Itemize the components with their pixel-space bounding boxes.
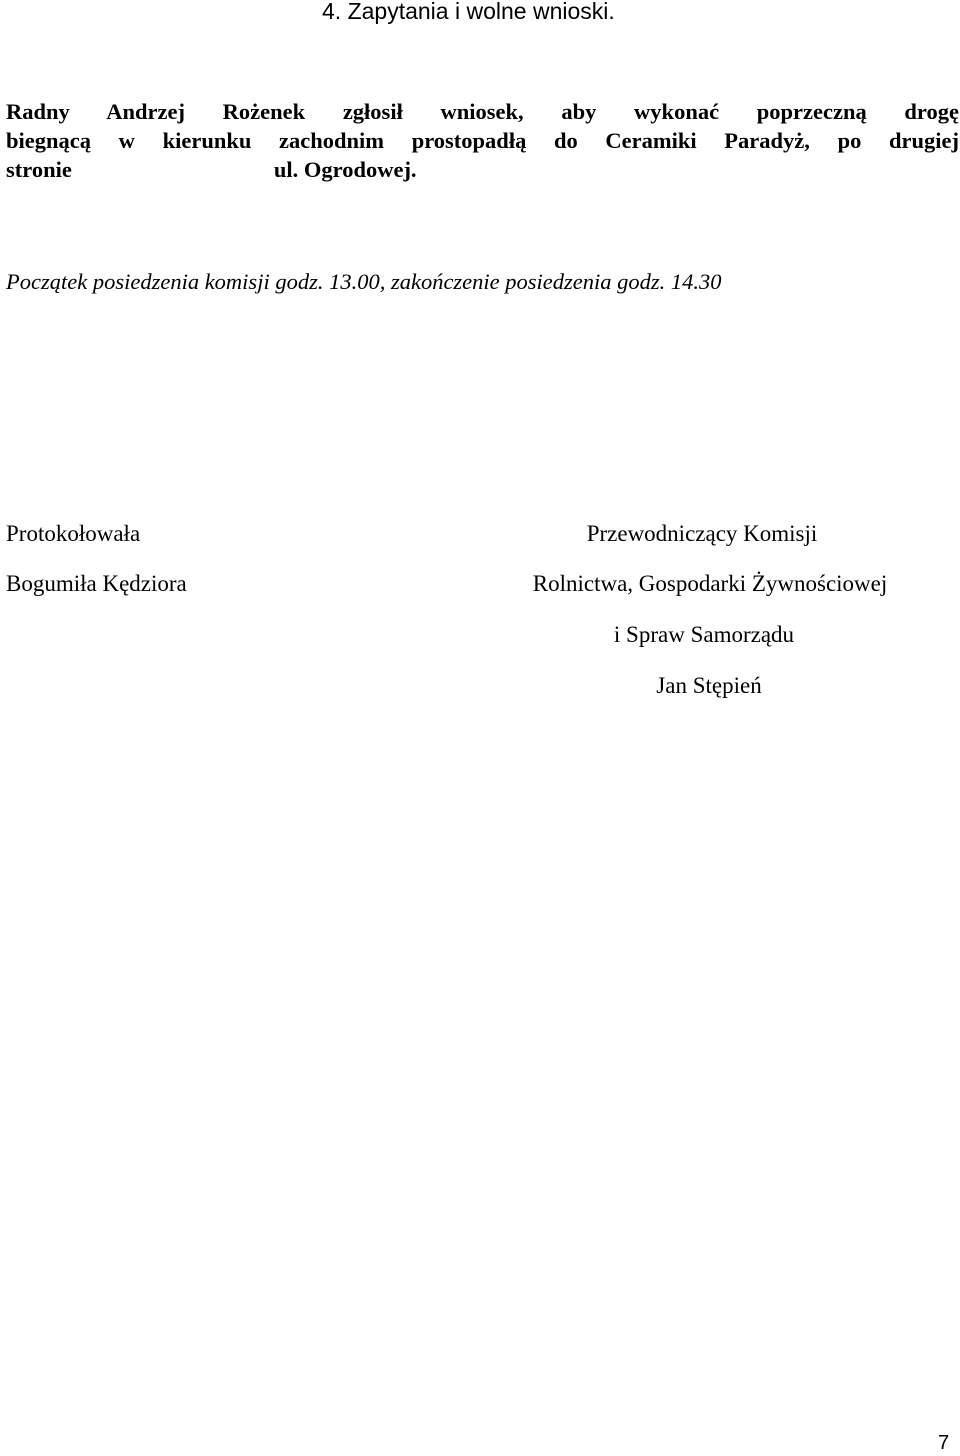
motion-line-3-ul: ul. — [273, 157, 299, 182]
motion-line-3-start: stronie — [6, 157, 72, 182]
section-heading: 4. Zapytania i wolne wnioski. — [322, 0, 615, 24]
chair-name: Jan Stępień — [656, 673, 762, 698]
motion-line-2: biegnącą w kierunku zachodnim prostopadłą do Ceramiki Paradyż, po drugiej — [6, 128, 959, 153]
motion-paragraph — [6, 97, 959, 184]
page-number: 7 — [938, 1432, 950, 1454]
meeting-time: Początek posiedzenia komisji godz. 13.00, zakończenie posiedzenia godz. 14.30 — [6, 269, 722, 294]
chair-title-line-2: Rolnictwa, Gospodarki Żywnościowej — [532, 571, 888, 596]
motion-line-3 — [6, 157, 417, 182]
motion-line-1: Radny Andrzej Rożenek zgłosił wniosek, aby wykonać poprzeczną drogę — [6, 99, 959, 124]
recorder-name: Bogumiła Kędziora — [6, 571, 187, 596]
motion-line-3-end: Ogrodowej. — [298, 157, 417, 182]
recorder-role: Protokołowała — [6, 521, 141, 546]
chair-title-line-3: i Spraw Samorządu — [613, 622, 795, 647]
chair-title-line-1: Przewodniczący Komisji — [586, 521, 818, 546]
